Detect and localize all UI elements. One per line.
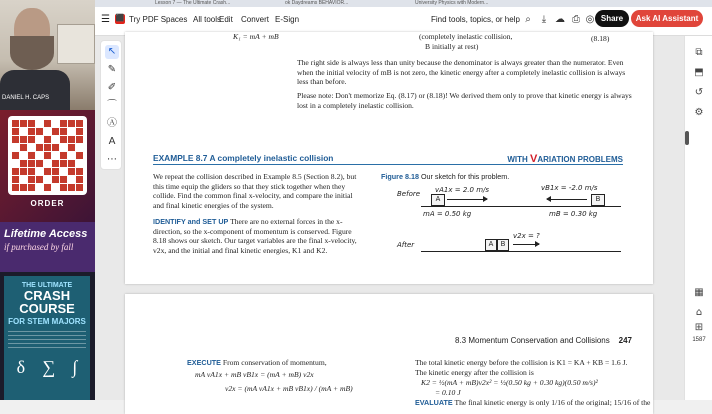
grid-view-icon[interactable]: ▦ bbox=[694, 287, 704, 298]
velocity-b-label: vB1x = -2.0 m/s bbox=[541, 184, 598, 192]
momentum-equation: mA vA1x + mB vB1x = (mA + mB) v2x bbox=[195, 370, 314, 379]
order-label: ORDER bbox=[30, 199, 65, 208]
settings-icon[interactable]: ⚙ bbox=[694, 107, 704, 118]
mass-a-label: mA = 0.50 kg bbox=[423, 210, 472, 218]
mass-b-label: mB = 0.30 kg bbox=[549, 210, 598, 218]
evaluate-heading: EVALUATE bbox=[415, 398, 453, 407]
qr-code-icon[interactable] bbox=[8, 116, 87, 195]
equation-note-2: B initially at rest) bbox=[425, 42, 479, 51]
background-shelf bbox=[57, 24, 95, 64]
glider-b: B bbox=[591, 194, 605, 206]
share-button[interactable]: Share bbox=[595, 10, 629, 27]
velocity-a-label: vA1x = 2.0 m/s bbox=[435, 186, 490, 194]
browser-tab-strip bbox=[95, 0, 712, 7]
paragraph-please-note: Please note: Don't memorize Eq. (8.17) or (8.18)! We derived them only to prove that kinetic energy is always lost in a completely inelastic collision. bbox=[297, 91, 632, 110]
example-title: EXAMPLE 8.7 A completely inelastic collision bbox=[153, 153, 334, 163]
select-icon[interactable]: ↖ bbox=[105, 45, 119, 59]
after-label: After bbox=[397, 241, 415, 249]
lifetime-access-text: Lifetime Access bbox=[4, 228, 88, 240]
tool-rail bbox=[100, 40, 122, 170]
identify-heading: IDENTIFY and SET UP bbox=[153, 217, 229, 226]
identify-paragraph: IDENTIFY and SET UP There are no external forces in the x-direction, so the x-component of momentum is conserved. Figure 8.18 shows our sketch. Our target variables are the final x-velocity, v2x, and the initial and final kinetic energies, K1 and K2. bbox=[153, 217, 357, 255]
kinetic-energy-result: = 0.10 J bbox=[435, 388, 461, 397]
book-title-text: CRASH COURSE bbox=[19, 288, 75, 316]
text-icon[interactable]: Ⓐ bbox=[107, 118, 117, 129]
execute-heading: EXECUTE bbox=[187, 358, 221, 367]
glider-a: A bbox=[431, 194, 445, 206]
menu-hamburger-icon[interactable]: ☰ bbox=[101, 14, 110, 25]
figure-8-18 bbox=[381, 172, 631, 282]
evaluate-paragraph: EVALUATE The final kinetic energy is only 1/16 of the original; 15/16 of the bbox=[415, 398, 651, 407]
glider-a-after: A bbox=[485, 239, 497, 251]
pdf-page-246 bbox=[125, 32, 653, 284]
track-after bbox=[421, 251, 621, 252]
equation-note: (completely inelastic collision, bbox=[419, 32, 513, 41]
pen-icon[interactable]: ✐ bbox=[107, 82, 117, 93]
book-math-symbols: δ ∑ ∫ bbox=[16, 357, 78, 377]
equation-top: K₁ = mA + mB bbox=[233, 32, 279, 41]
print-icon[interactable]: ⎙ bbox=[572, 14, 580, 25]
page-number: 247 bbox=[618, 336, 632, 345]
book-description-lines bbox=[8, 331, 86, 351]
book-top-text: THE ULTIMATE bbox=[21, 282, 73, 289]
browser-tab[interactable]: University Physics with Modern... bbox=[415, 0, 489, 6]
final-velocity-arrow bbox=[513, 244, 539, 245]
app-toolbar bbox=[95, 0, 712, 36]
promo-panel bbox=[0, 0, 95, 400]
qr-grid bbox=[12, 120, 83, 191]
upload-icon[interactable]: ☁ bbox=[555, 14, 565, 25]
book-subtitle-text: FOR STEM MAJORS bbox=[8, 317, 86, 326]
velocity-b-arrow bbox=[547, 199, 587, 200]
search-tools-input[interactable]: Find tools, topics, or help bbox=[431, 15, 520, 24]
track-before bbox=[421, 206, 621, 207]
variation-problems-label[interactable]: WITH VARIATION PROBLEMS bbox=[507, 153, 623, 165]
qr-section bbox=[0, 110, 95, 222]
cloud-icon[interactable]: ◎ bbox=[585, 14, 595, 25]
save-icon[interactable]: ⤓ bbox=[541, 14, 547, 25]
execute-paragraph: EXECUTE From conservation of momentum, bbox=[187, 358, 327, 367]
menu-convert[interactable]: Convert bbox=[241, 15, 270, 24]
scrollbar-thumb[interactable] bbox=[685, 131, 689, 145]
kinetic-energy-text: The total kinetic energy before the collision is K1 = KA + KB = 1.6 J. The kinetic energy after the collision is bbox=[415, 358, 628, 377]
pages-icon[interactable]: ⧉ bbox=[695, 47, 703, 58]
final-velocity-label: v2x = ? bbox=[513, 232, 540, 240]
comment-icon[interactable]: ✎ bbox=[107, 64, 117, 75]
ask-ai-assistant-button[interactable]: Ask AI Assistant bbox=[631, 10, 703, 27]
menu-row bbox=[95, 10, 712, 32]
page-count: 1587 bbox=[692, 337, 706, 343]
page-header: 8.3 Momentum Conservation and Collisions 247 bbox=[455, 336, 632, 345]
velocity-equation: v2x = (mA vA1x + mB vB1x) / (mA + mB) bbox=[225, 384, 353, 393]
draw-icon[interactable]: ⌒ bbox=[107, 100, 117, 111]
highlight-icon[interactable]: A bbox=[108, 136, 116, 147]
presenter-beard bbox=[10, 36, 54, 70]
glider-b-after: B bbox=[497, 239, 509, 251]
bookmark-icon[interactable]: ⬒ bbox=[694, 67, 704, 78]
example-body: We repeat the collision described in Example 8.5 (Section 8.2), but this time equip the gliders so that they stick together when they collide. Find the common final x-velocity, and compare the initial and final kinetic energies of the system. bbox=[153, 172, 357, 210]
webcam-caption: DANIEL H. CAPS bbox=[2, 95, 50, 101]
thumbnail-icon[interactable]: ⊞ bbox=[694, 322, 704, 333]
home-icon[interactable]: ⌂ bbox=[695, 307, 703, 318]
search-icon[interactable]: ⌕ bbox=[525, 14, 531, 25]
equation-number: (8.18) bbox=[591, 34, 610, 43]
menu-esign[interactable]: E-Sign bbox=[275, 15, 300, 24]
try-pdf-spaces-link[interactable]: Try PDF Spaces bbox=[129, 15, 188, 24]
presenter-shirt bbox=[0, 70, 70, 110]
browser-tab[interactable]: ok Daydreams BEHAVIOR... bbox=[285, 0, 349, 6]
pdf-spaces-icon: ⬛ bbox=[115, 15, 125, 22]
browser-tab[interactable]: Lesson 7 — The Ultimate Crash... bbox=[155, 0, 231, 6]
velocity-a-arrow bbox=[447, 199, 487, 200]
variation-check-icon: V bbox=[530, 153, 538, 165]
menu-all-tools[interactable]: All tools bbox=[193, 15, 222, 24]
lifetime-note-text: if purchased by fall bbox=[4, 242, 74, 252]
kinetic-energy-equation: K2 = ½(mA + mB)v2x² = ½(0.50 kg + 0.30 kg)(0.50 m/s)² bbox=[421, 378, 598, 387]
rotate-icon[interactable]: ↺ bbox=[694, 87, 704, 98]
example-header bbox=[153, 151, 623, 165]
menu-edit[interactable]: Edit bbox=[219, 15, 233, 24]
document-viewer[interactable] bbox=[95, 32, 684, 407]
book-cover bbox=[4, 276, 90, 400]
lifetime-access-banner bbox=[0, 222, 95, 272]
pdf-page-247 bbox=[125, 294, 653, 414]
figure-caption: Figure 8.18 Our sketch for this problem. bbox=[381, 172, 510, 181]
before-label: Before bbox=[397, 190, 421, 198]
paragraph-right-side: The right side is always less than unity because the denominator is always greater than the numerator. Even when the initial velocity of mB is not zero, the kinetic energy after a completely inelastic collision is always less than before. bbox=[297, 58, 626, 87]
right-rail bbox=[684, 36, 712, 400]
more-tools-icon[interactable]: ⋯ bbox=[107, 154, 117, 165]
webcam-feed bbox=[0, 0, 95, 110]
